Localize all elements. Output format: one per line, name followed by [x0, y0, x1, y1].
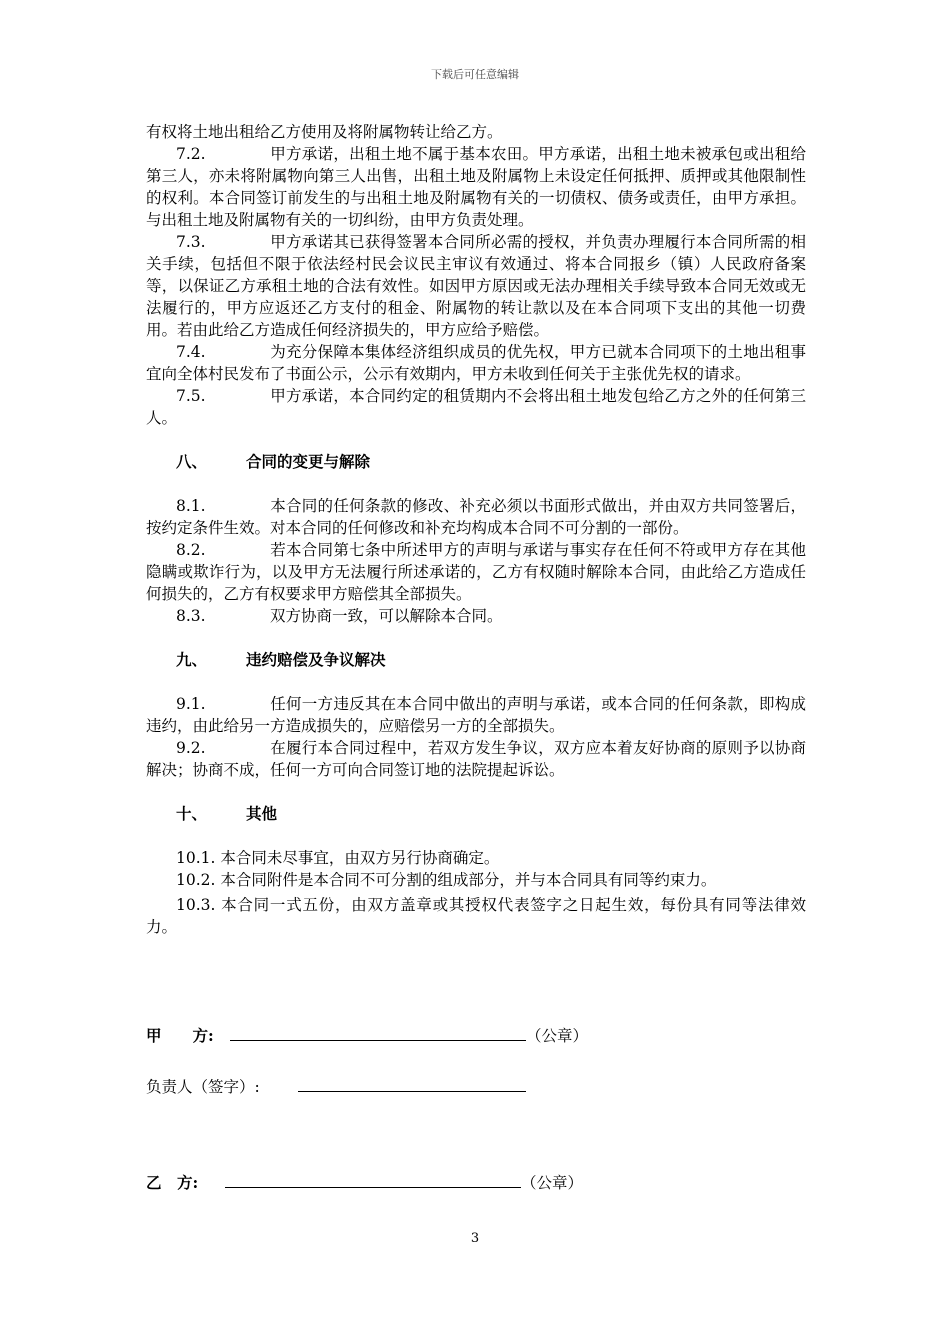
page-header: 下载后可任意编辑 — [431, 68, 519, 81]
clause-text: 双方协商一致，可以解除本合同。 — [270, 607, 503, 625]
clause-7-2 — [146, 143, 806, 231]
clause-9-2 — [146, 737, 806, 781]
clause-text: 本合同的任何条款的修改、补充必须以书面形式做出，并由双方共同签署后，按约定条件生效。对本合同的任何修改和补充均构成本合同不可分割的一部份。 — [146, 497, 806, 537]
section-title: 其他 — [246, 804, 278, 823]
clause-text: 甲方承诺其已获得签署本合同所必需的授权，并负责办理履行本合同所需的相关手续，包括但不限于依法经村民会议民主审议有效通过、将本合同报乡（镇）人民政府备案等，以保证乙方承租土地的合法有效性。如因甲方原因或无法办理相关手续导致本合同无效或无法履行的，甲方应返还乙方支付的租金、附属物的转让款以及在本合同项下支出的其他一切费用。若由此给乙方造成任何经济损失的，甲方应给予赔偿。 — [146, 233, 806, 339]
intro-paragraph: 有权将土地出租给乙方使用及将附属物转让给乙方。 — [146, 123, 503, 141]
clause-8-3 — [146, 605, 806, 627]
section-number: 十、 — [176, 804, 208, 823]
clause-10-2: 10.2. 本合同附件是本合同不可分割的组成部分，并与本合同具有同等约束力。 — [176, 871, 717, 889]
party-a-seal-label: （公章） — [526, 1027, 589, 1045]
party-a-signature-line[interactable] — [230, 1024, 526, 1041]
clause-number: 7.5. — [176, 387, 206, 405]
clause-text: 为充分保障本集体经济组织成员的优先权，甲方已就本合同项下的土地出租事宜向全体村民发布了书面公示，公示有效期内，甲方未收到任何关于主张优先权的请求。 — [146, 343, 806, 383]
clause-number: 7.4. — [176, 343, 206, 361]
clause-text: 任何一方违反其在本合同中做出的声明与承诺，或本合同的任何条款，即构成违约，由此给另一方造成损失的，应赔偿另一方的全部损失。 — [146, 695, 806, 735]
representative-label: 负责人（签字）: — [146, 1078, 260, 1096]
clause-text: 甲方承诺，本合同约定的租赁期内不会将出租土地发包给乙方之外的任何第三人。 — [146, 387, 806, 427]
party-b-seal-label: （公章） — [521, 1174, 584, 1192]
party-b-label: 乙 方: — [146, 1173, 199, 1192]
section-title: 合同的变更与解除 — [246, 452, 371, 471]
clause-10-1: 10.1. 本合同未尽事宜，由双方另行协商确定。 — [176, 849, 500, 867]
section-9-heading — [146, 649, 806, 671]
page-number: 3 — [470, 1231, 480, 1246]
clause-number: 7.2. — [176, 145, 206, 163]
clause-number: 8.3. — [176, 607, 206, 625]
party-b-signature-line[interactable] — [225, 1171, 521, 1188]
representative-signature-line[interactable] — [298, 1075, 526, 1092]
clause-8-1 — [146, 495, 806, 539]
section-number: 八、 — [176, 452, 208, 471]
clause-7-4 — [146, 341, 806, 385]
section-title: 违约赔偿及争议解决 — [246, 650, 386, 669]
clause-number: 9.2. — [176, 739, 206, 757]
clause-8-2 — [146, 539, 806, 605]
clause-9-1 — [146, 693, 806, 737]
clause-text: 甲方承诺，出租土地不属于基本农田。甲方承诺，出租土地未被承包或出租给第三人，亦未将附属物向第三人出售，出租土地及附属物上未设定任何抵押、质押或其他限制性的权利。本合同签订前发生的与出租土地及附属物有关的一切债权、债务或责任，由甲方承担。与出租土地及附属物有关的一切纠纷，由甲方负责处理。 — [146, 145, 806, 229]
clause-10-3: 10.3. 本合同一式五份，由双方盖章或其授权代表签字之日起生效，每份具有同等法律效力。 — [146, 896, 806, 936]
clause-number: 7.3. — [176, 233, 206, 251]
clause-number: 8.1. — [176, 497, 206, 515]
clause-7-5 — [146, 385, 806, 429]
clause-7-3 — [146, 231, 806, 341]
clause-text: 在履行本合同过程中，若双方发生争议，双方应本着友好协商的原则予以协商解决；协商不成，任何一方可向合同签订地的法院提起诉讼。 — [146, 739, 806, 779]
section-number: 九、 — [176, 650, 208, 669]
clause-number: 8.2. — [176, 541, 206, 559]
clause-number: 9.1. — [176, 695, 206, 713]
party-a-label: 甲 方: — [146, 1026, 214, 1045]
clause-text: 若本合同第七条中所述甲方的声明与承诺与事实存在任何不符或甲方存在其他隐瞒或欺诈行为，以及甲方无法履行所述承诺的，乙方有权随时解除本合同，由此给乙方造成任何损失的，乙方有权要求甲方赔偿其全部损失。 — [146, 541, 806, 603]
section-8-heading — [146, 451, 806, 473]
representative-signature-row — [146, 1075, 526, 1097]
section-10-heading — [146, 803, 806, 825]
party-a-signature-row — [146, 1024, 588, 1046]
document-body — [146, 121, 806, 938]
party-b-signature-row — [146, 1171, 583, 1193]
